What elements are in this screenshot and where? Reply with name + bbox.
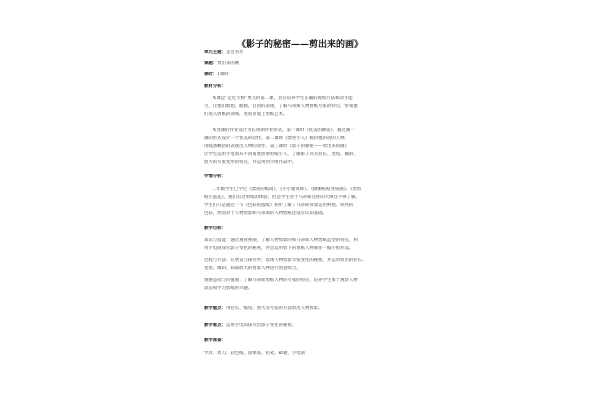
paragraph-line: 画的形式设计一个优美的动作，第二课时《漂亮小人》模仿他的动的人物。 <box>204 136 349 141</box>
preparation-value: 学具：剪刀、彩色纸、固体胶、铅笔、kt板、手电筒 <box>204 351 306 356</box>
section-heading-preparation: 教学准备： <box>204 338 226 343</box>
key-points-heading: 教学重点： <box>204 306 226 311</box>
section-heading-goals: 教学目标： <box>204 226 226 231</box>
paragraph-line: 过程与方法：在欣赏与探究中，发现人物剪影夸张变化的秘密，并运用剪出的拉长、 <box>204 258 367 263</box>
difficulties-value: 运用手电筒探究出影子变化的秘密。 <box>225 323 297 328</box>
paragraph-line: 用线条概括的表现出人物的动作，第三课时《影子的秘密——剪出来的画》 <box>204 144 349 149</box>
paragraph-line: 本变课的作业设计为长周期作业形式，第一课时《优美的舞姿》，通过画一 <box>212 128 355 133</box>
paragraph-line: 用手电筒探究影子变化的秘密，并会运用剪下的剪纸人物制作一幅小组作品。 <box>204 246 354 251</box>
section-heading-student-analysis: 学情分析： <box>204 174 226 179</box>
meta-class-hours <box>204 72 440 78</box>
key-points-row <box>204 306 440 312</box>
meta-value: 走近名作 <box>225 50 244 55</box>
meta-value: 剪出来的画 <box>217 61 240 66</box>
meta-unit-theme <box>204 50 440 56</box>
paragraph-line: 学生们只是通过一节《色彩的搭配》初步了解了马蒂斯喜欢运用鲜艳、明亮的 <box>204 203 354 208</box>
paragraph-line: 力，让他们敢想、敢画，自由的表现，了解马蒂斯人物剪纸夸张的特点，带领他 <box>204 104 358 109</box>
paragraph-line: 知识与技能：通过观看视频，了解人物剪影的和马蒂斯人物剪纸造型的特点，利 <box>204 238 358 243</box>
paragraph-line: 放大的夸张变形的特点，并运用到小组作品中。 <box>204 160 297 165</box>
meta-label: 课时： <box>204 72 218 77</box>
paragraph-line: 变短、倾斜、局部放大的剪影人物进行创意组合。 <box>204 266 301 271</box>
paragraph-line: 动态和学习剪纸的兴趣。 <box>204 286 253 291</box>
paragraph-line: 让学生运用手电筒从不同角度照射剪纸小人，了解影子具有拉长、变短、倾斜、 <box>204 152 358 157</box>
key-points-value: 用拉长、缩短、放大等夸张的方法剪出人物剪影。 <box>225 306 323 311</box>
difficulties-heading: 教学难点： <box>204 323 226 328</box>
page-title: 《影子的秘密——剪出来的画》 <box>236 40 363 50</box>
paragraph-line: 纸小篮花》，他们有过剪纸的体验，但是学生对于马蒂斯这样的大师还不够了解， <box>204 195 360 200</box>
paragraph-line: 二年级学生已学过《漂亮的纸筒》、《小小建筑师》、《撕撕贴贴变成画》、《剪剪 <box>212 187 362 192</box>
difficulties-row <box>204 323 440 329</box>
meta-lesson-title <box>204 61 440 67</box>
paragraph-line: 色彩，然而对于人物剪影和马蒂斯的人物剪纸还没有认知基础。 <box>204 211 327 216</box>
section-heading-textbook-analysis: 教材分析： <box>204 84 226 89</box>
paragraph-line: 情感态度与价值观：了解马蒂斯剪纸人物的夸张的特点，培养学生勇于观察人物 <box>204 278 358 283</box>
paragraph-line: 本课是“走近大师”单元的第二课，旨在培养学生正确的观察方法和动手能 <box>212 96 353 101</box>
meta-label: 单元主题： <box>204 50 226 55</box>
meta-label: 课题： <box>204 61 218 66</box>
meta-value: 1课时 <box>217 72 229 77</box>
paragraph-line: 们进入剪纸的领域，进而喜爱上剪纸艺术。 <box>204 112 288 117</box>
